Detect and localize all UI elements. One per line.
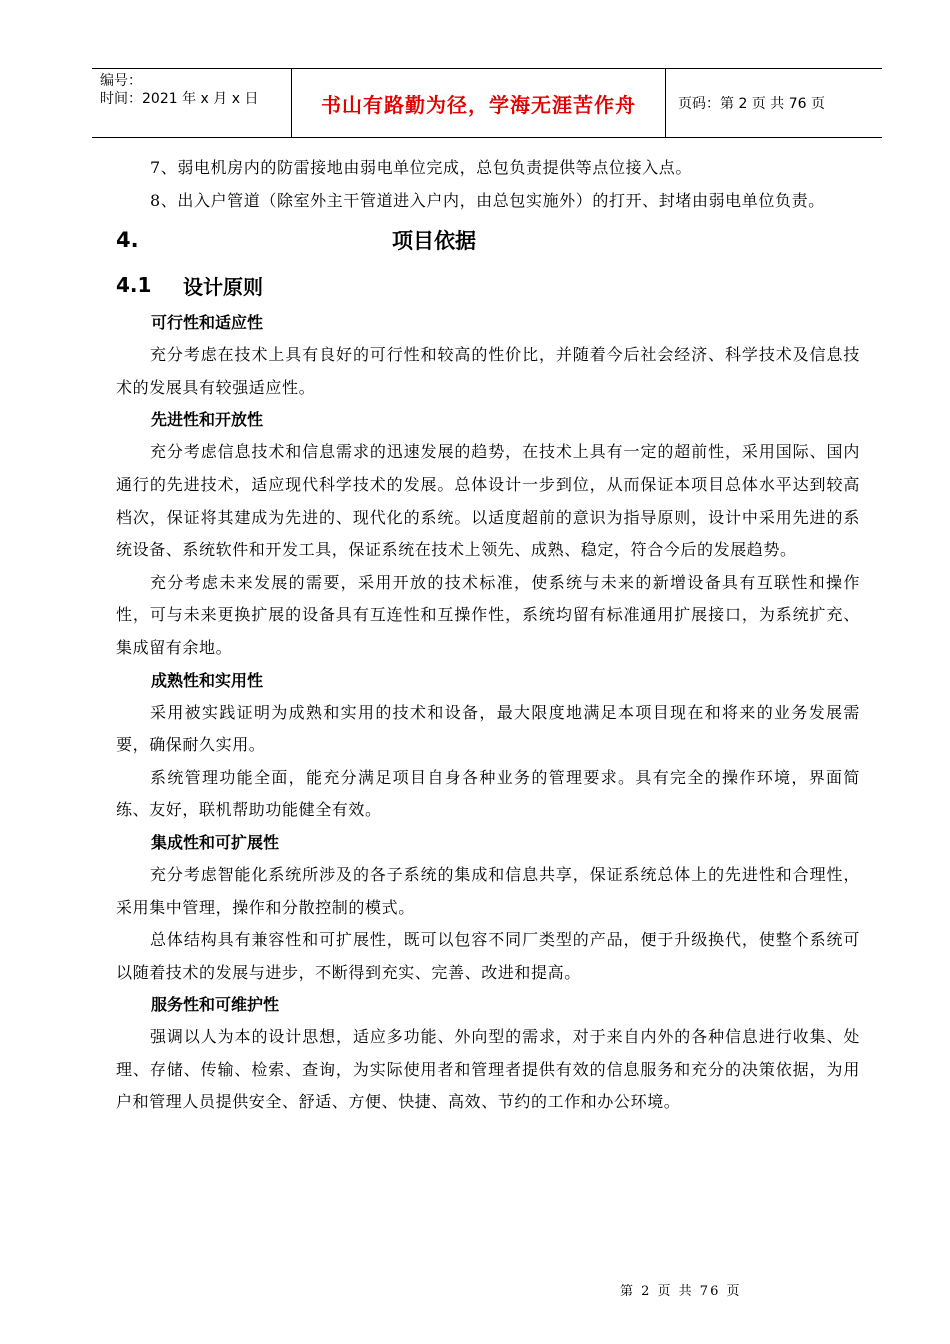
subsection-number: 4.1 <box>116 273 152 298</box>
principle-paragraph: 充分考虑在技术上具有良好的可行性和较高的性价比，并随着今后社会经济、科学技术及信息技术的发展具有较强适应性。 <box>116 345 860 397</box>
principle-paragraph: 充分考虑未来发展的需要，采用开放的技术标准，使系统与未来的新增设备具有互联性和操作性，可与未来更换扩展的设备具有互连性和互操作性，系统均留有标准通用扩展接口，为系统扩充、集成留有余地。 <box>116 572 860 657</box>
intro-paragraph-7: 7、弱电机房内的防雷接地由弱电单位完成，总包负责提供等点位接入点。 <box>150 158 692 177</box>
section-title: 项目依据 <box>392 229 476 254</box>
serial-label: 编号： <box>100 73 142 89</box>
principle-heading-advanced: 先进性和开放性 <box>151 410 264 430</box>
principle-paragraph: 总体结构具有兼容性和可扩展性，既可以包容不同厂类型的产品，便于升级换代，使整个系统可以随着技术的发展与进步，不断得到充实、完善、改进和提高。 <box>116 930 860 982</box>
principle-paragraph: 充分考虑信息技术和信息需求的迅速发展的趋势，在技术上具有一定的超前性，采用国际、国内通行的先进技术，适应现代科学技术的发展。总体设计一步到位，从而保证本项目总体水平达到较高档次，保证将其建成为先进的、现代化的系统。以适度超前的意识为指导原则，设计中采用先进的系统设备、系统软件和开发工具，保证系统在技术上领先、成熟、稳定，符合今后的发展趋势。 <box>116 442 860 560</box>
section-number: 4. <box>116 228 139 253</box>
header-motto: 书山有路勤为径，学海无涯苦作舟 <box>292 69 666 137</box>
principle-paragraph: 充分考虑智能化系统所涉及的各子系统的集成和信息共享，保证系统总体上的先进性和合理性，采用集中管理，操作和分散控制的模式。 <box>116 864 860 917</box>
header-page-info: 页码：第 2 页 共 76 页 <box>678 96 825 112</box>
principle-paragraph: 系统管理功能全面，能充分满足项目自身各种业务的管理要求。具有完全的操作环境，界面简练、友好，联机帮助功能健全有效。 <box>116 767 860 820</box>
document-body <box>116 152 860 1119</box>
page-footer: 第 2 页 共 76 页 <box>620 1284 742 1299</box>
principle-paragraph: 采用被实践证明为成熟和实用的技术和设备，最大限度地满足本项目现在和将来的业务发展需要，确保耐久实用。 <box>116 702 860 755</box>
time-label: 时间：2021 年 x 月 x 日 <box>100 91 259 107</box>
intro-paragraph-8: 8、出入户管道（除室外主干管道进入户内，由总包实施外）的打开、封堵由弱电单位负责。 <box>150 190 825 210</box>
principle-heading-mature: 成熟性和实用性 <box>151 670 264 690</box>
principle-heading-integration: 集成性和可扩展性 <box>151 832 280 852</box>
subsection-heading <box>116 263 860 307</box>
principle-heading-feasibility: 可行性和适应性 <box>151 313 264 333</box>
subsection-title: 设计原则 <box>183 274 263 299</box>
header-meta <box>92 69 292 137</box>
section-heading <box>116 217 860 263</box>
page-header <box>92 68 882 138</box>
principle-heading-service: 服务性和可维护性 <box>151 995 280 1015</box>
principle-paragraph: 强调以人为本的设计思想，适应多功能、外向型的需求，对于来自内外的各种信息进行收集、处理、存储、传输、检索、查询，为实际使用者和管理者提供有效的信息服务和充分的决策依据，为用户和管理人员提供安全、舒适、方便、快捷、高效、节约的工作和办公环境。 <box>116 1027 860 1112</box>
